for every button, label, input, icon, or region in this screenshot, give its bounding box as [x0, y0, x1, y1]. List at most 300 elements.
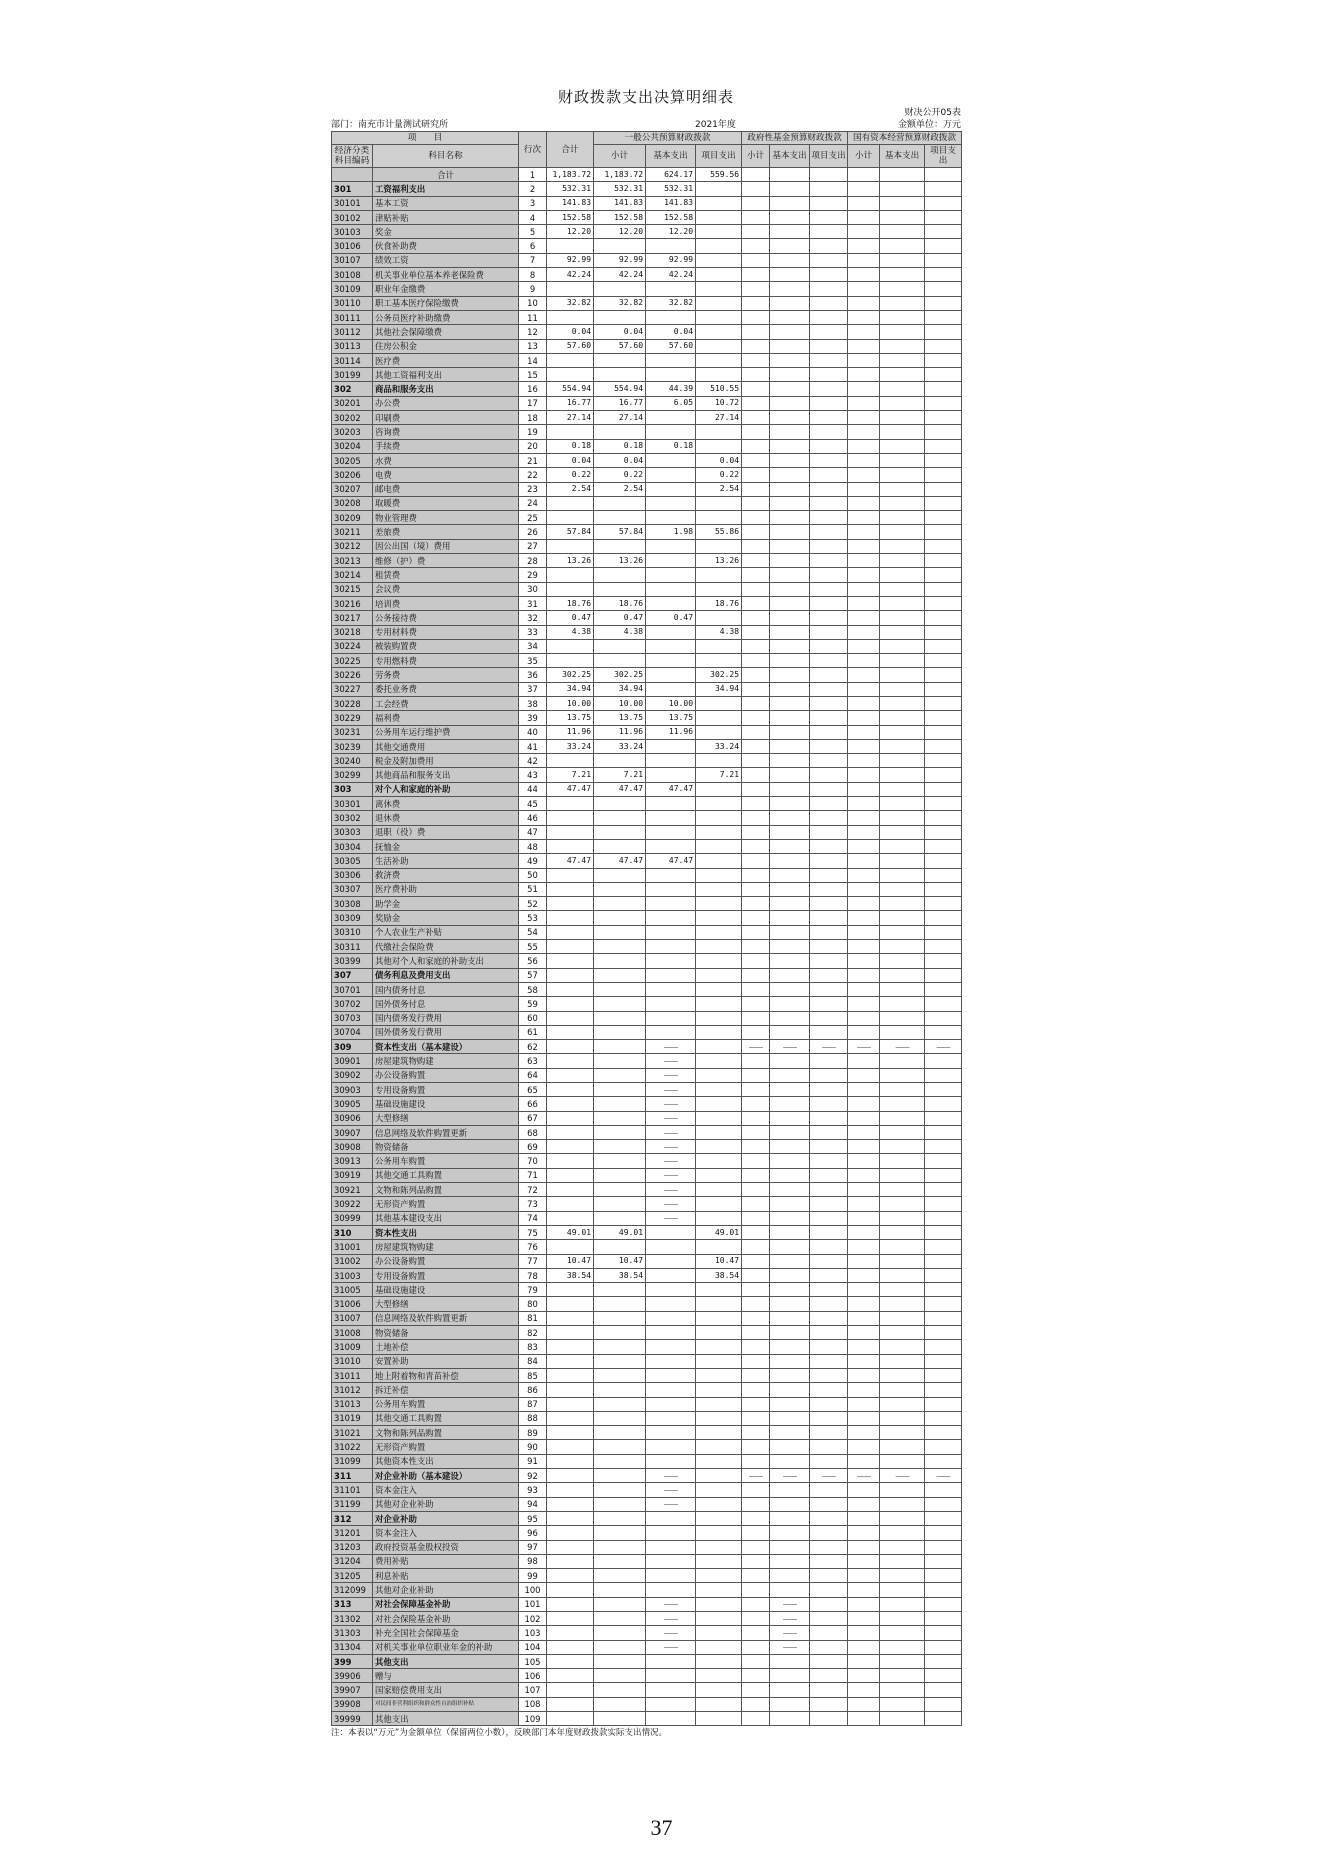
- table-row: [332, 1697, 962, 1711]
- sc-subtotal-cell: [848, 196, 880, 210]
- econ-code-cell: 30913: [332, 1154, 373, 1168]
- gf-subtotal-cell: [742, 682, 770, 696]
- row-no-cell: 27: [519, 539, 547, 553]
- gb-basic-cell: 47.47: [646, 854, 696, 868]
- gf-basic-cell: [770, 1483, 810, 1497]
- gb-project-cell: [696, 210, 742, 224]
- sc-project-cell: [925, 1183, 962, 1197]
- gb-project-cell: [696, 1297, 742, 1311]
- row-no-cell: 12: [519, 325, 547, 339]
- gf-basic-cell: [770, 368, 810, 382]
- sc-subtotal-cell: [848, 611, 880, 625]
- gf-project-cell: [810, 1011, 848, 1025]
- gb-project-cell: [696, 1111, 742, 1125]
- total-cell: 10.47: [547, 1254, 594, 1268]
- gb-subtotal-cell: [594, 1326, 646, 1340]
- gb-subtotal-cell: [594, 1197, 646, 1211]
- gf-basic-cell: [770, 1111, 810, 1125]
- gf-project-cell: [810, 1054, 848, 1068]
- gb-project-cell: 27.14: [696, 411, 742, 425]
- gb-subtotal-cell: 1,183.72: [594, 168, 646, 182]
- total-cell: [547, 1297, 594, 1311]
- sc-project-cell: [925, 1340, 962, 1354]
- gb-project-cell: [696, 1526, 742, 1540]
- econ-code-cell: 30208: [332, 496, 373, 510]
- gf-subtotal-cell: [742, 1054, 770, 1068]
- gb-subtotal-cell: [594, 1526, 646, 1540]
- sc-basic-cell: [880, 411, 925, 425]
- gb-basic-cell: [646, 453, 696, 467]
- subject-name-cell: 合计: [373, 168, 519, 182]
- gb-basic-cell: ————: [646, 1125, 696, 1139]
- sc-project-cell: [925, 1140, 962, 1154]
- subject-name-cell: 机关事业单位基本养老保险费: [373, 268, 519, 282]
- gf-subtotal-cell: [742, 582, 770, 596]
- total-cell: [547, 868, 594, 882]
- econ-code-cell: 302: [332, 382, 373, 396]
- sc-subtotal-cell: [848, 496, 880, 510]
- subject-name-cell: 其他商品和服务支出: [373, 768, 519, 782]
- row-no-cell: 68: [519, 1125, 547, 1139]
- gf-subtotal-cell: [742, 782, 770, 796]
- subject-name-cell: 资本金注入: [373, 1483, 519, 1497]
- sc-project-cell: [925, 482, 962, 496]
- gf-subtotal-cell: [742, 253, 770, 267]
- row-no-cell: 62: [519, 1040, 547, 1054]
- gb-basic-cell: 532.31: [646, 182, 696, 196]
- total-cell: 1,183.72: [547, 168, 594, 182]
- gf-basic-cell: [770, 582, 810, 596]
- sc-subtotal-cell: [848, 940, 880, 954]
- sc-basic-cell: [880, 968, 925, 982]
- row-no-cell: 61: [519, 1025, 547, 1039]
- table-row: [332, 1440, 962, 1454]
- table-row: [332, 239, 962, 253]
- gf-subtotal-cell: [742, 1669, 770, 1683]
- row-no-cell: 78: [519, 1268, 547, 1282]
- total-cell: [547, 882, 594, 896]
- econ-code-cell: 30907: [332, 1125, 373, 1139]
- row-no-cell: 97: [519, 1540, 547, 1554]
- sc-subtotal-cell: [848, 1511, 880, 1525]
- subject-name-cell: 委托业务费: [373, 682, 519, 696]
- gb-basic-cell: ————: [646, 1483, 696, 1497]
- econ-code-cell: 30108: [332, 268, 373, 282]
- gf-basic-cell: [770, 225, 810, 239]
- total-cell: [547, 997, 594, 1011]
- gf-project-cell: [810, 482, 848, 496]
- total-cell: 27.14: [547, 411, 594, 425]
- gb-subtotal-cell: 18.76: [594, 596, 646, 610]
- gf-subtotal-cell: [742, 1712, 770, 1726]
- sc-basic-cell: [880, 654, 925, 668]
- total-cell: [547, 1140, 594, 1154]
- gb-basic-cell: [646, 1540, 696, 1554]
- table-row: [332, 1497, 962, 1511]
- sc-subtotal-cell: [848, 1168, 880, 1182]
- gf-subtotal-cell: [742, 1540, 770, 1554]
- gf-project-cell: [810, 1340, 848, 1354]
- gf-basic-cell: [770, 1411, 810, 1425]
- gb-basic-cell: 47.47: [646, 782, 696, 796]
- gf-subtotal-cell: [742, 882, 770, 896]
- gb-subtotal-cell: [594, 1011, 646, 1025]
- gb-basic-cell: [646, 982, 696, 996]
- sc-project-cell: [925, 1411, 962, 1425]
- gf-basic-cell: [770, 682, 810, 696]
- gf-subtotal-cell: [742, 1354, 770, 1368]
- econ-code-cell: 30227: [332, 682, 373, 696]
- subject-name-cell: 差旅费: [373, 525, 519, 539]
- sc-project-cell: [925, 654, 962, 668]
- gf-subtotal-cell: [742, 1011, 770, 1025]
- gb-basic-cell: [646, 425, 696, 439]
- sc-basic-cell: [880, 310, 925, 324]
- gb-basic-cell: [646, 911, 696, 925]
- total-cell: [547, 1654, 594, 1668]
- sc-project-cell: [925, 268, 962, 282]
- gb-basic-cell: ————: [646, 1154, 696, 1168]
- gb-subtotal-cell: [594, 754, 646, 768]
- sc-subtotal-cell: [848, 353, 880, 367]
- gf-project-cell: [810, 696, 848, 710]
- sc-project-cell: [925, 253, 962, 267]
- gf-project-cell: [810, 253, 848, 267]
- total-cell: 33.24: [547, 739, 594, 753]
- gb-basic-cell: [646, 639, 696, 653]
- gf-subtotal-cell: [742, 696, 770, 710]
- sc-subtotal-cell: [848, 1068, 880, 1082]
- gb-basic-cell: [646, 511, 696, 525]
- gb-project-cell: [696, 568, 742, 582]
- gb-basic-cell: [646, 739, 696, 753]
- table-row: [332, 1483, 962, 1497]
- subject-name-cell: 基础设施建设: [373, 1097, 519, 1111]
- gb-subtotal-cell: 10.47: [594, 1254, 646, 1268]
- sc-subtotal-cell: [848, 625, 880, 639]
- econ-code-cell: 30304: [332, 839, 373, 853]
- gb-project-cell: [696, 1554, 742, 1568]
- sc-basic-cell: [880, 425, 925, 439]
- total-cell: [547, 968, 594, 982]
- gb-basic-cell: [646, 1340, 696, 1354]
- subject-name-cell: 绩效工资: [373, 253, 519, 267]
- subject-name-cell: 基础设施建设: [373, 1283, 519, 1297]
- sc-project-cell: [925, 1540, 962, 1554]
- subject-name-cell: 劳务费: [373, 668, 519, 682]
- econ-code-cell: 30211: [332, 525, 373, 539]
- gf-project-cell: [810, 568, 848, 582]
- gb-project-cell: 18.76: [696, 596, 742, 610]
- subject-name-cell: 公务用车购置: [373, 1397, 519, 1411]
- gf-subtotal-cell: [742, 382, 770, 396]
- gb-subtotal-cell: 0.04: [594, 325, 646, 339]
- table-row: [332, 925, 962, 939]
- econ-code-cell: 31009: [332, 1340, 373, 1354]
- sc-subtotal-cell: [848, 797, 880, 811]
- sc-project-cell: [925, 1225, 962, 1239]
- total-cell: [547, 654, 594, 668]
- gf-project-cell: [810, 811, 848, 825]
- gf-basic-cell: [770, 997, 810, 1011]
- total-cell: [547, 1068, 594, 1082]
- gb-project-cell: [696, 425, 742, 439]
- gb-subtotal-cell: [594, 882, 646, 896]
- econ-code-cell: 30701: [332, 982, 373, 996]
- gf-subtotal-cell: [742, 1554, 770, 1568]
- total-cell: [547, 1340, 594, 1354]
- econ-code-cell: 30919: [332, 1168, 373, 1182]
- row-no-cell: 93: [519, 1483, 547, 1497]
- econ-code-cell: 30225: [332, 654, 373, 668]
- gf-project-cell: [810, 1211, 848, 1225]
- econ-code-cell: 39906: [332, 1669, 373, 1683]
- subject-name-cell: 物资储备: [373, 1326, 519, 1340]
- econ-code-cell: 31203: [332, 1540, 373, 1554]
- sc-basic-header: 基本支出: [880, 145, 925, 168]
- sc-project-cell: [925, 754, 962, 768]
- total-cell: [547, 1583, 594, 1597]
- gb-subtotal-cell: [594, 1354, 646, 1368]
- table-row: [332, 1183, 962, 1197]
- sc-subtotal-cell: [848, 768, 880, 782]
- econ-code-cell: 30308: [332, 897, 373, 911]
- gf-subtotal-cell: [742, 1397, 770, 1411]
- subject-name-cell: 医疗费补助: [373, 882, 519, 896]
- econ-code-cell: 30906: [332, 1111, 373, 1125]
- subject-name-cell: 拆迁补偿: [373, 1383, 519, 1397]
- subject-name-cell: 国外债务付息: [373, 997, 519, 1011]
- sc-subtotal-cell: [848, 1297, 880, 1311]
- econ-code-cell: 30114: [332, 353, 373, 367]
- sc-basic-cell: [880, 982, 925, 996]
- gf-basic-cell: ————: [770, 1469, 810, 1483]
- sc-project-cell: [925, 196, 962, 210]
- total-cell: [547, 353, 594, 367]
- gf-basic-cell: [770, 825, 810, 839]
- row-no-cell: 50: [519, 868, 547, 882]
- gf-subtotal-cell: [742, 654, 770, 668]
- sc-basic-cell: [880, 754, 925, 768]
- sc-project-cell: [925, 1068, 962, 1082]
- subject-name-cell: 对民间非营利组织和群众性自治组织补贴: [373, 1697, 519, 1711]
- sc-subtotal-cell: [848, 1083, 880, 1097]
- gf-project-cell: [810, 711, 848, 725]
- gf-basic-cell: [770, 511, 810, 525]
- subject-name-cell: 大型修缮: [373, 1111, 519, 1125]
- gb-basic-cell: [646, 668, 696, 682]
- gb-basic-cell: ————: [646, 1469, 696, 1483]
- row-no-cell: 24: [519, 496, 547, 510]
- table-body: [332, 168, 962, 1726]
- table-row: [332, 1640, 962, 1654]
- gb-subtotal-cell: 57.84: [594, 525, 646, 539]
- gb-project-cell: [696, 1483, 742, 1497]
- gf-project-cell: [810, 1669, 848, 1683]
- sc-subtotal-cell: [848, 1154, 880, 1168]
- table-row: [332, 897, 962, 911]
- sc-project-cell: [925, 968, 962, 982]
- subject-name-cell: 其他对个人和家庭的补助支出: [373, 954, 519, 968]
- table-row: [332, 368, 962, 382]
- subject-name-cell: 其他支出: [373, 1712, 519, 1726]
- gb-subtotal-cell: 2.54: [594, 482, 646, 496]
- gb-project-cell: [696, 797, 742, 811]
- gb-project-cell: [696, 1511, 742, 1525]
- econ-code-cell: 30301: [332, 797, 373, 811]
- gf-basic-cell: [770, 1311, 810, 1325]
- gb-subtotal-cell: [594, 825, 646, 839]
- gf-project-cell: [810, 1683, 848, 1697]
- row-no-cell: 100: [519, 1583, 547, 1597]
- gb-project-cell: [696, 1054, 742, 1068]
- sc-basic-cell: [880, 1097, 925, 1111]
- gf-basic-cell: [770, 325, 810, 339]
- total-cell: [547, 1597, 594, 1611]
- subject-name-cell: 退休费: [373, 811, 519, 825]
- sc-basic-cell: [880, 396, 925, 410]
- gb-basic-cell: 57.60: [646, 339, 696, 353]
- gf-basic-cell: [770, 1497, 810, 1511]
- table-row: [332, 1197, 962, 1211]
- total-cell: [547, 1712, 594, 1726]
- gb-project-cell: [696, 940, 742, 954]
- total-cell: [547, 1025, 594, 1039]
- gf-subtotal-cell: [742, 1283, 770, 1297]
- sc-basic-cell: [880, 625, 925, 639]
- row-no-cell: 95: [519, 1511, 547, 1525]
- row-no-cell: 72: [519, 1183, 547, 1197]
- subject-name-cell: 其他基本建设支出: [373, 1211, 519, 1225]
- gb-subtotal-cell: [594, 1712, 646, 1726]
- gf-project-cell: [810, 1297, 848, 1311]
- sc-basic-cell: [880, 682, 925, 696]
- gf-project-cell: [810, 1368, 848, 1382]
- gb-subtotal-cell: [594, 811, 646, 825]
- total-cell: [547, 1469, 594, 1483]
- row-no-cell: 34: [519, 639, 547, 653]
- total-cell: [547, 1411, 594, 1425]
- econ-code-cell: 30399: [332, 954, 373, 968]
- gb-basic-cell: 12.20: [646, 225, 696, 239]
- row-no-cell: 108: [519, 1697, 547, 1711]
- total-cell: [547, 639, 594, 653]
- econ-code-cell: 312099: [332, 1583, 373, 1597]
- gb-subtotal-cell: 42.24: [594, 268, 646, 282]
- sc-basic-cell: [880, 1340, 925, 1354]
- total-cell: [547, 811, 594, 825]
- sc-project-cell: [925, 210, 962, 224]
- row-no-cell: 86: [519, 1383, 547, 1397]
- sc-basic-cell: [880, 1411, 925, 1425]
- gf-subtotal-cell: [742, 482, 770, 496]
- subject-name-cell: 文物和陈列品购置: [373, 1426, 519, 1440]
- total-cell: [547, 1683, 594, 1697]
- sc-basic-cell: [880, 1254, 925, 1268]
- econ-code-cell: 30299: [332, 768, 373, 782]
- gb-basic-cell: 0.47: [646, 611, 696, 625]
- gf-basic-cell: [770, 1440, 810, 1454]
- sc-subtotal-cell: [848, 239, 880, 253]
- econ-code-cell: 312: [332, 1511, 373, 1525]
- sc-basic-cell: [880, 1397, 925, 1411]
- total-cell: [547, 911, 594, 925]
- sc-basic-cell: [880, 496, 925, 510]
- subject-name-cell: 奖励金: [373, 911, 519, 925]
- gf-subtotal-cell: [742, 611, 770, 625]
- sc-project-cell: [925, 1054, 962, 1068]
- sc-subtotal-cell: [848, 1426, 880, 1440]
- econ-code-cell: 30113: [332, 339, 373, 353]
- gf-project-cell: [810, 968, 848, 982]
- sc-project-cell: [925, 911, 962, 925]
- sc-project-cell: [925, 425, 962, 439]
- header-meta: [331, 119, 961, 131]
- gb-subtotal-cell: [594, 353, 646, 367]
- gf-subtotal-header: 小计: [742, 145, 770, 168]
- gb-subtotal-cell: [594, 1283, 646, 1297]
- row-no-cell: 59: [519, 997, 547, 1011]
- sc-basic-cell: [880, 268, 925, 282]
- sc-project-cell: [925, 639, 962, 653]
- subject-name-cell: 利息补贴: [373, 1569, 519, 1583]
- table-row: [332, 268, 962, 282]
- gf-subtotal-cell: [742, 310, 770, 324]
- subject-name-cell: 其他资本性支出: [373, 1454, 519, 1468]
- subject-name-cell: 国内债务发行费用: [373, 1011, 519, 1025]
- gb-project-cell: [696, 1411, 742, 1425]
- row-no-cell: 84: [519, 1354, 547, 1368]
- subject-name-cell: 医疗费: [373, 353, 519, 367]
- gb-basic-cell: [646, 239, 696, 253]
- gb-project-cell: 10.47: [696, 1254, 742, 1268]
- table-row: [332, 825, 962, 839]
- table-row: [332, 1554, 962, 1568]
- sc-basic-cell: [880, 568, 925, 582]
- gb-basic-cell: [646, 997, 696, 1011]
- gf-subtotal-cell: [742, 1597, 770, 1611]
- sc-subtotal-cell: [848, 1483, 880, 1497]
- total-cell: [547, 539, 594, 553]
- sc-subtotal-cell: [848, 1697, 880, 1711]
- gb-basic-cell: [646, 839, 696, 853]
- subject-name-cell: 咨询费: [373, 425, 519, 439]
- sc-subtotal-cell: [848, 411, 880, 425]
- gb-basic-cell: [646, 1511, 696, 1525]
- gf-project-cell: [810, 1268, 848, 1282]
- table-row: [332, 1397, 962, 1411]
- expenditure-detail-table: [331, 131, 962, 1726]
- gf-basic-cell: [770, 754, 810, 768]
- sc-basic-cell: [880, 439, 925, 453]
- gb-subtotal-cell: [594, 582, 646, 596]
- gb-subtotal-cell: 38.54: [594, 1268, 646, 1282]
- subject-name-cell: 办公设备购置: [373, 1254, 519, 1268]
- econ-code-cell: 30204: [332, 439, 373, 453]
- sc-subtotal-cell: [848, 654, 880, 668]
- total-cell: 7.21: [547, 768, 594, 782]
- gf-basic-cell: [770, 768, 810, 782]
- table-row: [332, 1597, 962, 1611]
- econ-code-cell: 30201: [332, 396, 373, 410]
- gb-subtotal-cell: [594, 1040, 646, 1054]
- econ-code-cell: 30207: [332, 482, 373, 496]
- total-cell: [547, 1211, 594, 1225]
- table-row: [332, 696, 962, 710]
- row-no-cell: 77: [519, 1254, 547, 1268]
- total-cell: [547, 310, 594, 324]
- gf-basic-cell: ————: [770, 1040, 810, 1054]
